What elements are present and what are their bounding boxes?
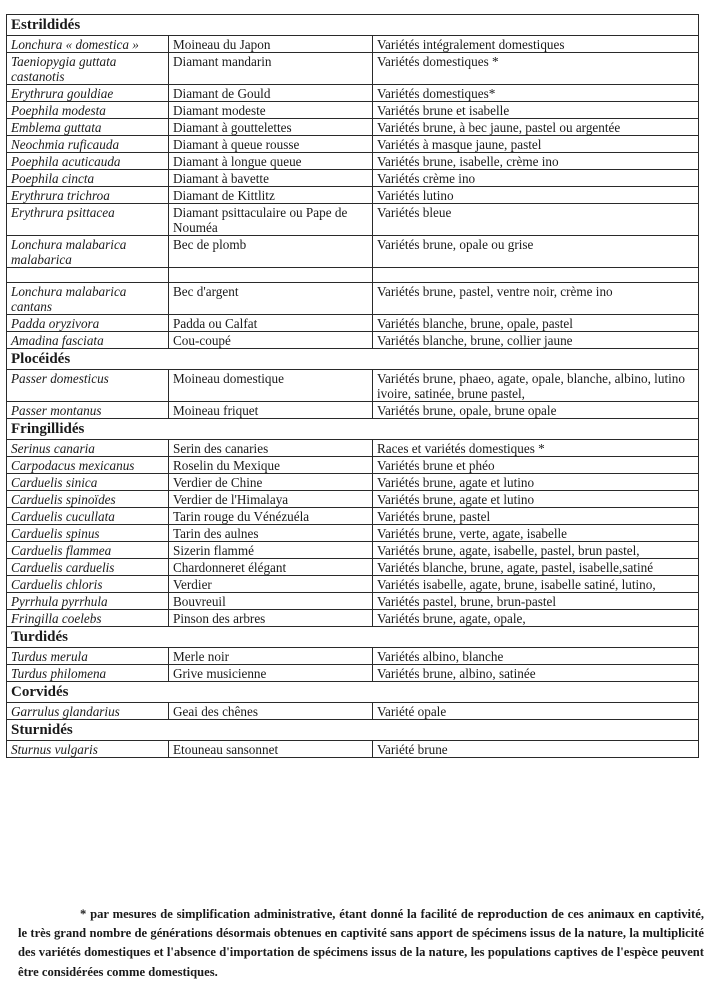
scientific-name-cell: Fringilla coelebs — [7, 610, 169, 627]
common-name-cell: Etouneau sansonnet — [169, 741, 373, 758]
section-header-row — [7, 349, 699, 370]
common-name-cell: Diamant de Kittlitz — [169, 187, 373, 204]
scientific-name-cell: Lonchura malabarica malabarica — [7, 236, 169, 268]
scientific-name-cell: Lonchura malabarica cantans — [7, 283, 169, 315]
varieties-cell: Variétés pastel, brune, brun-pastel — [373, 593, 699, 610]
table-row — [7, 370, 699, 402]
varieties-cell: Variétés domestiques* — [373, 85, 699, 102]
scientific-name-cell: Turdus merula — [7, 648, 169, 665]
varieties-cell: Variétés brune, agate, opale, — [373, 610, 699, 627]
table-row — [7, 741, 699, 758]
species-table-body — [7, 15, 699, 758]
scientific-name-cell: Erythrura gouldiae — [7, 85, 169, 102]
scientific-name-cell: Passer domesticus — [7, 370, 169, 402]
common-name-cell: Grive musicienne — [169, 665, 373, 682]
table-row — [7, 153, 699, 170]
varieties-cell: Variétés blanche, brune, opale, pastel — [373, 315, 699, 332]
table-row — [7, 440, 699, 457]
table-row — [7, 474, 699, 491]
common-name-cell: Diamant à queue rousse — [169, 136, 373, 153]
table-row — [7, 315, 699, 332]
common-name-cell: Tarin des aulnes — [169, 525, 373, 542]
scientific-name-cell: Sturnus vulgaris — [7, 741, 169, 758]
common-name-cell: Chardonneret élégant — [169, 559, 373, 576]
varieties-cell: Variétés blanche, brune, collier jaune — [373, 332, 699, 349]
varieties-cell: Variétés domestiques * — [373, 53, 699, 85]
table-row — [7, 204, 699, 236]
scientific-name-cell: Carduelis sinica — [7, 474, 169, 491]
table-row — [7, 402, 699, 419]
varieties-cell: Variétés brune, agate et lutino — [373, 491, 699, 508]
section-header-row — [7, 627, 699, 648]
scientific-name-cell: Erythrura psittacea — [7, 204, 169, 236]
table-row — [7, 236, 699, 268]
spacer-row — [7, 268, 699, 283]
table-row — [7, 332, 699, 349]
common-name-cell: Moineau friquet — [169, 402, 373, 419]
table-row — [7, 283, 699, 315]
varieties-cell: Races et variétés domestiques * — [373, 440, 699, 457]
scientific-name-cell: Garrulus glandarius — [7, 703, 169, 720]
scientific-name-cell: Carduelis spinus — [7, 525, 169, 542]
scientific-name-cell: Carduelis flammea — [7, 542, 169, 559]
varieties-cell: Variétés blanche, brune, agate, pastel, isabelle,satiné — [373, 559, 699, 576]
varieties-cell: Variétés bleue — [373, 204, 699, 236]
table-row — [7, 665, 699, 682]
common-name-cell: Diamant mandarin — [169, 53, 373, 85]
section-title: Fringillidés — [7, 419, 699, 440]
common-name-cell: Padda ou Calfat — [169, 315, 373, 332]
common-name-cell: Serin des canaries — [169, 440, 373, 457]
spacer-cell — [373, 268, 699, 283]
scientific-name-cell: Carduelis cucullata — [7, 508, 169, 525]
common-name-cell: Moineau du Japon — [169, 36, 373, 53]
scientific-name-cell: Carduelis chloris — [7, 576, 169, 593]
table-row — [7, 542, 699, 559]
section-title: Plocéidés — [7, 349, 699, 370]
table-row — [7, 102, 699, 119]
varieties-cell: Variétés brune, à bec jaune, pastel ou argentée — [373, 119, 699, 136]
table-row — [7, 508, 699, 525]
varieties-cell: Variétés crème ino — [373, 170, 699, 187]
table-row — [7, 610, 699, 627]
scientific-name-cell: Neochmia ruficauda — [7, 136, 169, 153]
common-name-cell: Diamant de Gould — [169, 85, 373, 102]
common-name-cell: Pinson des arbres — [169, 610, 373, 627]
varieties-cell: Variétés brune, agate, isabelle, pastel, brun pastel, — [373, 542, 699, 559]
common-name-cell: Moineau domestique — [169, 370, 373, 402]
scientific-name-cell: Taeniopygia guttata castanotis — [7, 53, 169, 85]
varieties-cell: Variétés brune et isabelle — [373, 102, 699, 119]
table-row — [7, 119, 699, 136]
section-header-row — [7, 15, 699, 36]
varieties-cell: Variétés brune, pastel — [373, 508, 699, 525]
table-row — [7, 576, 699, 593]
section-title: Turdidés — [7, 627, 699, 648]
table-row — [7, 491, 699, 508]
table-row — [7, 187, 699, 204]
common-name-cell: Bec de plomb — [169, 236, 373, 268]
table-row — [7, 593, 699, 610]
varieties-cell: Variétés brune, phaeo, agate, opale, blanche, albino, lutino ivoire, satinée, brune pastel, — [373, 370, 699, 402]
scientific-name-cell: Padda oryzivora — [7, 315, 169, 332]
species-table — [6, 14, 699, 758]
varieties-cell: Variétés brune, agate et lutino — [373, 474, 699, 491]
table-row — [7, 136, 699, 153]
varieties-cell: Variétés brune, verte, agate, isabelle — [373, 525, 699, 542]
table-row — [7, 648, 699, 665]
varieties-cell: Variétés intégralement domestiques — [373, 36, 699, 53]
scientific-name-cell: Poephila acuticauda — [7, 153, 169, 170]
table-row — [7, 703, 699, 720]
common-name-cell: Geai des chênes — [169, 703, 373, 720]
section-title: Corvidés — [7, 682, 699, 703]
section-header-row — [7, 419, 699, 440]
common-name-cell: Tarin rouge du Vénézuéla — [169, 508, 373, 525]
common-name-cell: Diamant modeste — [169, 102, 373, 119]
scientific-name-cell: Amadina fasciata — [7, 332, 169, 349]
scientific-name-cell: Turdus philomena — [7, 665, 169, 682]
common-name-cell: Verdier — [169, 576, 373, 593]
common-name-cell: Sizerin flammé — [169, 542, 373, 559]
varieties-cell: Variété brune — [373, 741, 699, 758]
common-name-cell: Diamant à gouttelettes — [169, 119, 373, 136]
common-name-cell: Bouvreuil — [169, 593, 373, 610]
scientific-name-cell: Serinus canaria — [7, 440, 169, 457]
scientific-name-cell: Pyrrhula pyrrhula — [7, 593, 169, 610]
section-title: Estrildidés — [7, 15, 699, 36]
varieties-cell: Variété opale — [373, 703, 699, 720]
varieties-cell: Variétés brune, albino, satinée — [373, 665, 699, 682]
scientific-name-cell: Poephila modesta — [7, 102, 169, 119]
table-row — [7, 85, 699, 102]
table-row — [7, 559, 699, 576]
varieties-cell: Variétés brune et phéo — [373, 457, 699, 474]
table-row — [7, 457, 699, 474]
common-name-cell: Roselin du Mexique — [169, 457, 373, 474]
section-title: Sturnidés — [7, 720, 699, 741]
common-name-cell: Verdier de Chine — [169, 474, 373, 491]
common-name-cell: Diamant à bavette — [169, 170, 373, 187]
varieties-cell: Variétés albino, blanche — [373, 648, 699, 665]
scientific-name-cell: Passer montanus — [7, 402, 169, 419]
footnote: * par mesures de simplification administrative, étant donné la facilité de reproduction de ces animaux en captivité, le très grand nombre de générations désormais obtenues en captivité sans apport de spécimens issus de la nature, la multiplicité des variétés domestiques et l'absence d'importation de spécimens issus de la nature, les populations captives de l'espèce peuvent être considérées comme domestiques. — [18, 907, 704, 979]
table-row — [7, 170, 699, 187]
common-name-cell: Verdier de l'Himalaya — [169, 491, 373, 508]
varieties-cell: Variétés brune, opale ou grise — [373, 236, 699, 268]
varieties-cell: Variétés lutino — [373, 187, 699, 204]
spacer-cell — [169, 268, 373, 283]
table-row — [7, 36, 699, 53]
scientific-name-cell: Carpodacus mexicanus — [7, 457, 169, 474]
scientific-name-cell: Poephila cincta — [7, 170, 169, 187]
table-row — [7, 525, 699, 542]
scientific-name-cell: Emblema guttata — [7, 119, 169, 136]
table-row — [7, 53, 699, 85]
scientific-name-cell: Carduelis carduelis — [7, 559, 169, 576]
varieties-cell: Variétés brune, pastel, ventre noir, crème ino — [373, 283, 699, 315]
spacer-cell — [7, 268, 169, 283]
scientific-name-cell: Lonchura « domestica » — [7, 36, 169, 53]
varieties-cell: Variétés brune, isabelle, crème ino — [373, 153, 699, 170]
section-header-row — [7, 682, 699, 703]
common-name-cell: Diamant à longue queue — [169, 153, 373, 170]
section-header-row — [7, 720, 699, 741]
common-name-cell: Merle noir — [169, 648, 373, 665]
common-name-cell: Diamant psittaculaire ou Pape de Nouméa — [169, 204, 373, 236]
common-name-cell: Bec d'argent — [169, 283, 373, 315]
scientific-name-cell: Erythrura trichroa — [7, 187, 169, 204]
common-name-cell: Cou-coupé — [169, 332, 373, 349]
varieties-cell: Variétés brune, opale, brune opale — [373, 402, 699, 419]
scientific-name-cell: Carduelis spinoïdes — [7, 491, 169, 508]
varieties-cell: Variétés isabelle, agate, brune, isabelle satiné, lutino, — [373, 576, 699, 593]
varieties-cell: Variétés à masque jaune, pastel — [373, 136, 699, 153]
